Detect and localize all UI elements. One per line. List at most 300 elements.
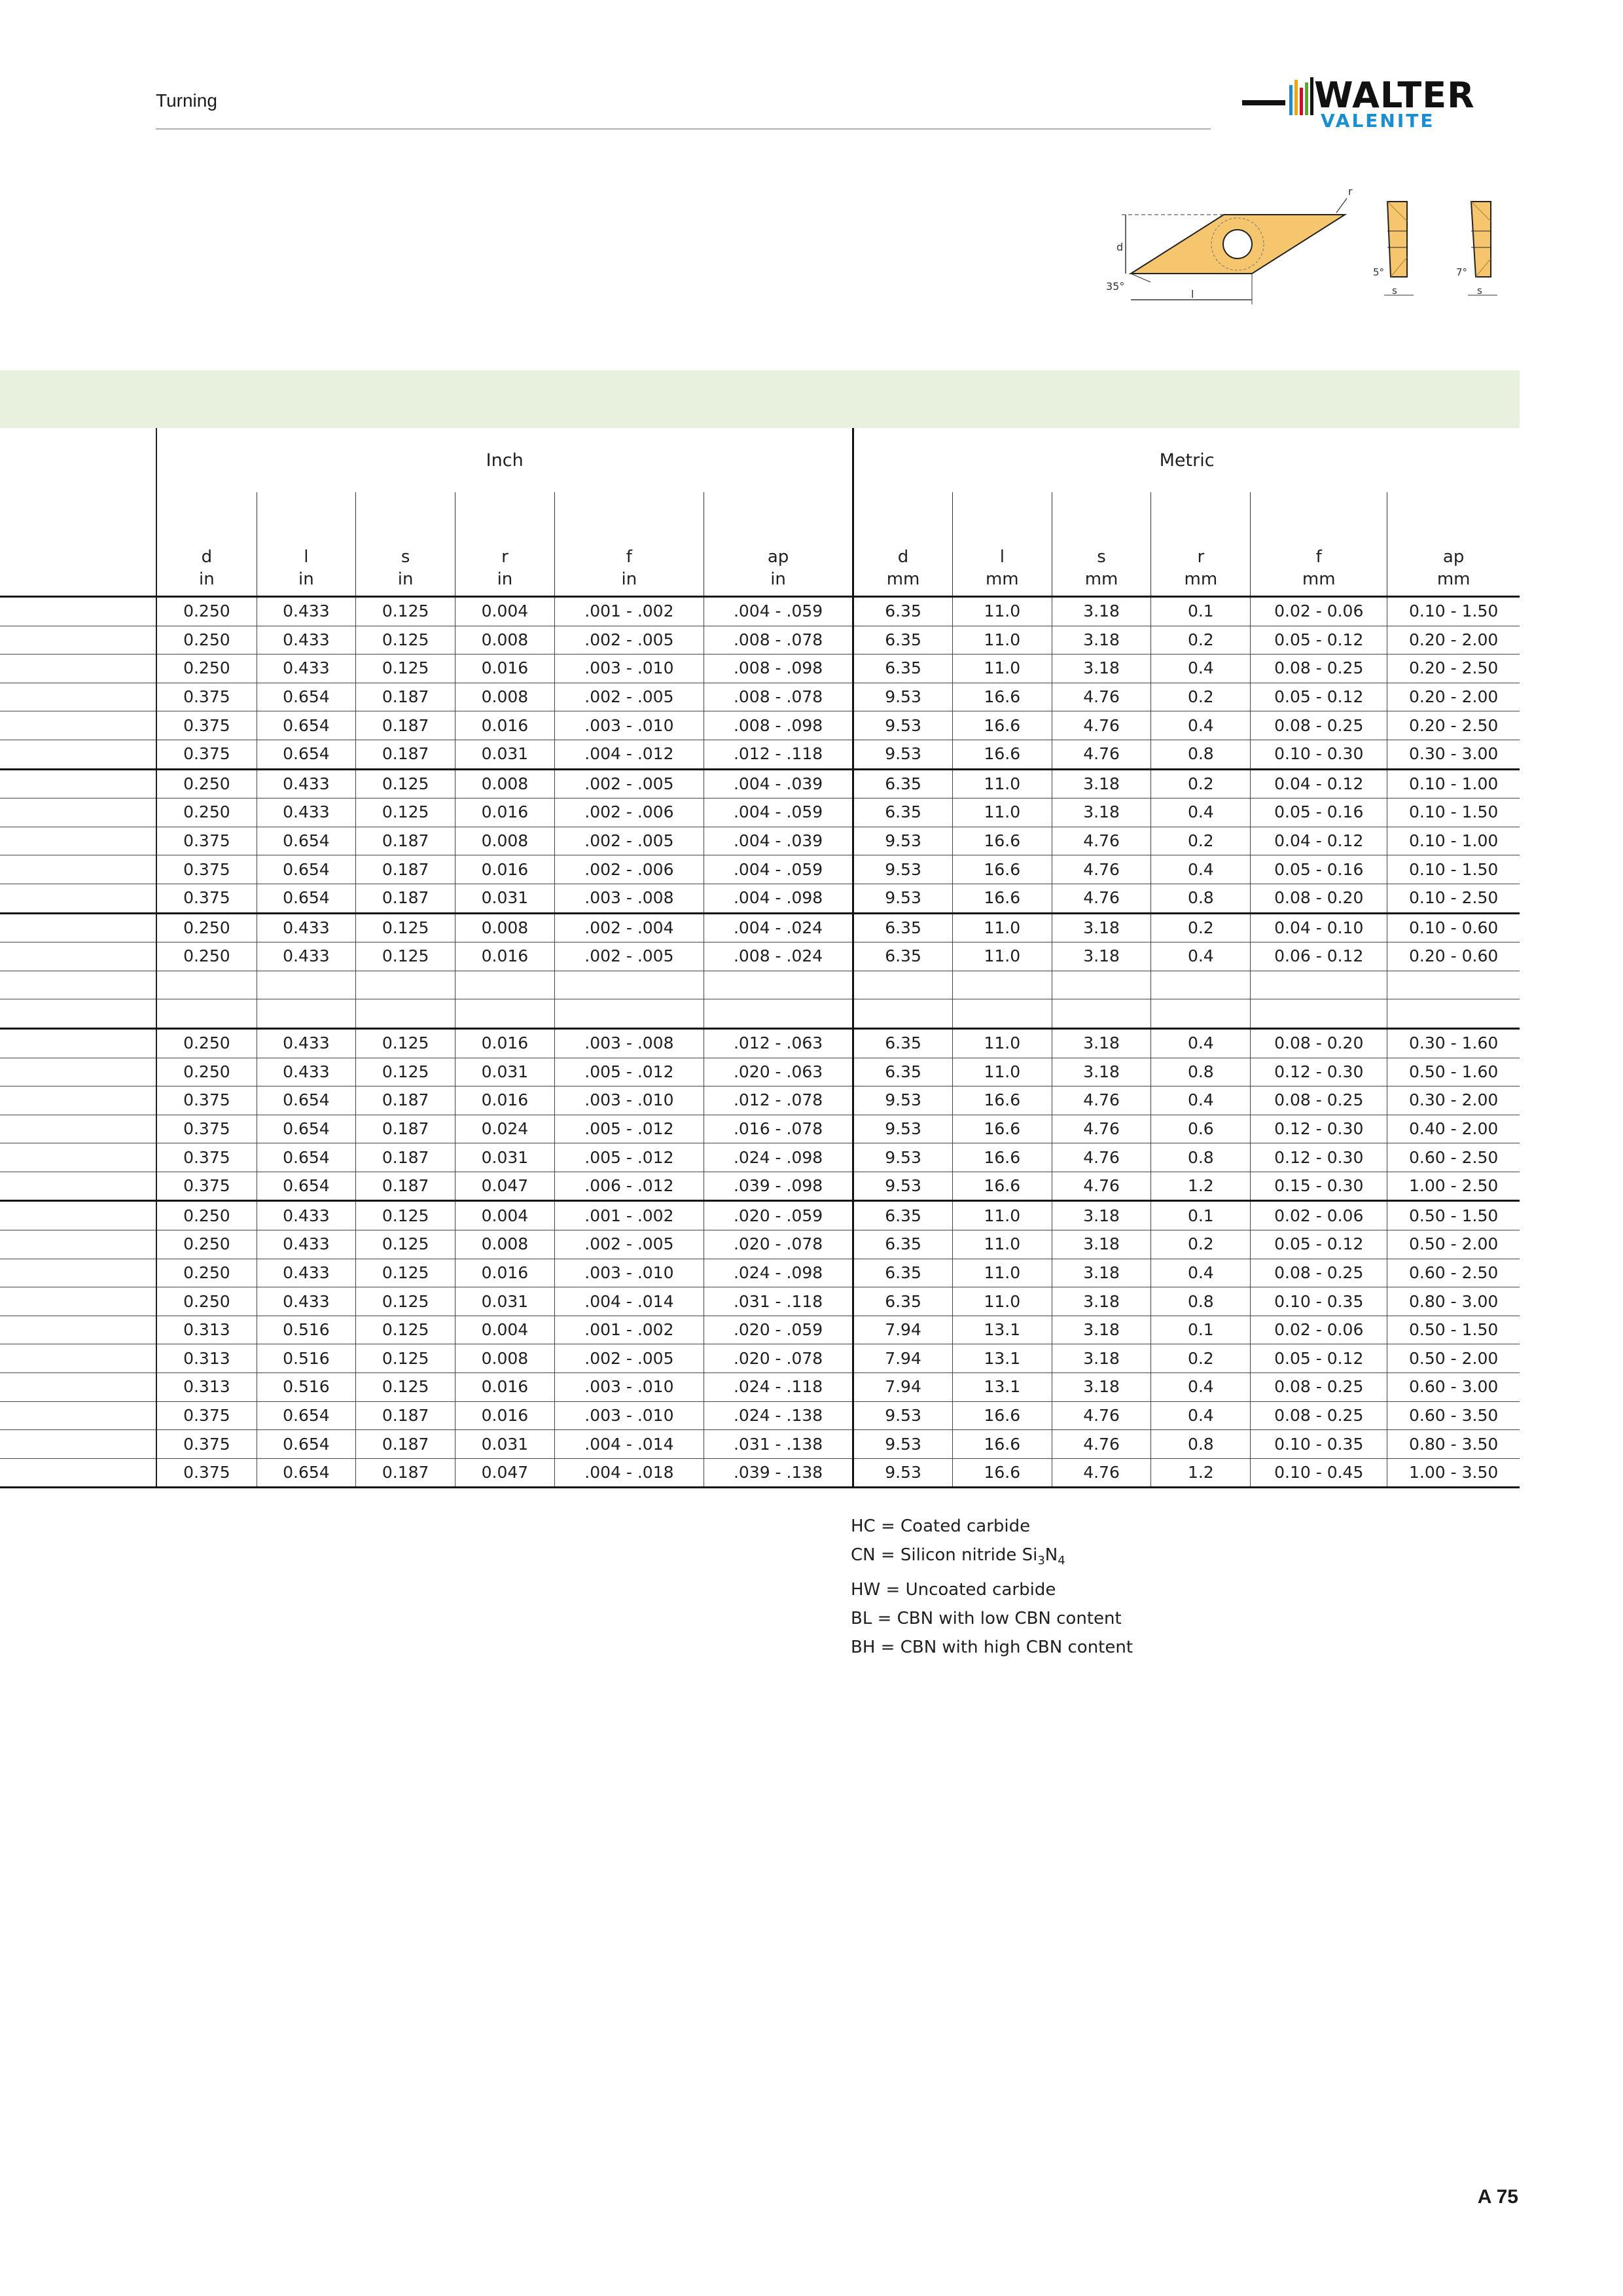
column-unit: mm [1084,569,1118,589]
table-cell: 1.2 [1151,1458,1251,1488]
svg-text:s: s [1392,285,1397,296]
table-cell [1151,971,1251,999]
table-cell: 0.05 - 0.16 [1251,798,1387,827]
svg-text:7°: 7° [1456,266,1468,278]
table-cell: 6.35 [853,1201,953,1230]
group-header-metric: Metric [853,428,1520,492]
table-cell: 0.031 [455,740,555,769]
row-lead-cell [0,1259,156,1287]
column-unit: in [397,569,414,589]
table-cell: 0.80 - 3.50 [1387,1430,1520,1459]
table-cell: 0.187 [356,1172,455,1201]
table-cell: 0.375 [156,1086,257,1115]
table-cell: .001 - .002 [554,1316,704,1344]
table-cell: .024 - .118 [704,1373,853,1402]
table-cell: 0.433 [257,942,356,971]
table-cell: 0.187 [356,1115,455,1143]
table-cell: 4.76 [1052,740,1151,769]
table-cell: 0.654 [257,711,356,740]
row-lead-cell [0,855,156,884]
table-cell: 0.8 [1151,884,1251,913]
table-cell: 1.00 - 2.50 [1387,1172,1520,1201]
table-cell [853,999,953,1029]
table-cell: 0.016 [455,942,555,971]
table-cell: 7.94 [853,1316,953,1344]
table-cell: 16.6 [952,1115,1052,1143]
table-cell: 0.031 [455,884,555,913]
table-cell: 9.53 [853,1143,953,1172]
legend-hw: HW = Uncoated carbide [851,1580,1056,1600]
column-unit: in [497,569,513,589]
table-cell: .002 - .005 [554,683,704,711]
table-cell: 0.125 [356,913,455,942]
table-cell: 0.50 - 1.60 [1387,1058,1520,1086]
table-cell: 0.008 [455,626,555,655]
row-lead-cell [0,711,156,740]
table-row [0,683,1520,711]
table-cell: 0.654 [257,884,356,913]
table-row [0,1430,1520,1459]
table-cell: 11.0 [952,1028,1052,1058]
table-cell: 0.125 [356,1259,455,1287]
svg-text:s: s [1477,285,1482,296]
table-cell: 0.250 [156,1028,257,1058]
table-cell: 0.375 [156,1172,257,1201]
table-cell: .002 - .005 [554,1230,704,1259]
table-cell: 0.433 [257,1058,356,1086]
table-cell: 0.433 [257,597,356,626]
table-row [0,913,1520,942]
table-cell: 0.250 [156,769,257,798]
table-row [0,1287,1520,1316]
table-cell: 0.024 [455,1115,555,1143]
table-cell: 0.2 [1151,1344,1251,1373]
table-cell: 0.016 [455,711,555,740]
table-cell: 4.76 [1052,884,1151,913]
column-header-l-mm [952,492,1052,597]
table-cell: 3.18 [1052,1316,1151,1344]
legend-bh: BH = CBN with high CBN content [851,1638,1133,1658]
table-cell [1052,971,1151,999]
table-cell: 11.0 [952,597,1052,626]
table-cell: 0.08 - 0.20 [1251,1028,1387,1058]
table-cell: 0.375 [156,1430,257,1459]
table-cell: 0.047 [455,1172,555,1201]
table-cell: 0.125 [356,798,455,827]
table-cell: 11.0 [952,1201,1052,1230]
grade-legend [851,1512,1133,1662]
row-lead-cell [0,827,156,855]
column-header-l-in [257,492,356,597]
svg-text:l: l [1191,288,1194,300]
table-cell: 9.53 [853,711,953,740]
table-cell: 0.4 [1151,1028,1251,1058]
table-cell: 16.6 [952,740,1052,769]
table-cell: 0.10 - 1.00 [1387,827,1520,855]
table-cell: 0.125 [356,626,455,655]
table-cell: 0.15 - 0.30 [1251,1172,1387,1201]
column-unit: in [199,569,215,589]
table-cell: 0.375 [156,740,257,769]
table-cell: 0.4 [1151,942,1251,971]
table-cell: 0.516 [257,1373,356,1402]
table-cell: 0.40 - 2.00 [1387,1115,1520,1143]
table-cell: 6.35 [853,1028,953,1058]
table-cell: .004 - .018 [554,1458,704,1488]
table-cell: .012 - .063 [704,1028,853,1058]
table-cell: 0.187 [356,827,455,855]
table-cell: 3.18 [1052,913,1151,942]
table-cell: 9.53 [853,1401,953,1430]
table-cell: 0.433 [257,1201,356,1230]
table-cell: 6.35 [853,798,953,827]
table-cell: 16.6 [952,1143,1052,1172]
table-cell: 0.20 - 2.50 [1387,655,1520,683]
table-row [0,971,1520,999]
column-unit: in [298,569,314,589]
row-lead-cell [0,913,156,942]
group-header-inch: Inch [156,428,853,492]
column-unit: mm [886,569,920,589]
column-header-f-in [554,492,704,597]
table-cell: 4.76 [1052,1430,1151,1459]
row-lead-cell [0,1201,156,1230]
table-cell: 0.250 [156,1058,257,1086]
table-row [0,884,1520,913]
logo-walter-text: WALTER [1314,75,1475,116]
table-cell: 0.05 - 0.12 [1251,1344,1387,1373]
table-cell: 0.05 - 0.12 [1251,683,1387,711]
table-cell: .003 - .010 [554,711,704,740]
table-cell: 0.125 [356,1058,455,1086]
table-cell: 0.12 - 0.30 [1251,1115,1387,1143]
table-cell: .003 - .010 [554,655,704,683]
column-header-d-in [156,492,257,597]
table-cell: 0.125 [356,769,455,798]
column-unit: in [621,569,637,589]
table-cell: 0.433 [257,1287,356,1316]
table-cell [156,999,257,1029]
table-cell: .005 - .012 [554,1143,704,1172]
table-cell: 0.313 [156,1373,257,1402]
table-cell: 11.0 [952,798,1052,827]
table-cell: 0.2 [1151,827,1251,855]
table-cell: 11.0 [952,1287,1052,1316]
table-cell: 0.10 - 1.00 [1387,769,1520,798]
column-unit: mm [985,569,1019,589]
column-name: r [501,547,508,567]
table-cell [455,999,555,1029]
table-cell: .002 - .005 [554,769,704,798]
table-cell: 0.10 - 0.30 [1251,740,1387,769]
table-cell: 9.53 [853,884,953,913]
table-cell: 0.016 [455,798,555,827]
table-cell: 0.008 [455,1230,555,1259]
table-row [0,1028,1520,1058]
table-cell: .004 - .059 [704,855,853,884]
section-title: Turning [156,90,217,111]
column-name: d [201,547,213,567]
table-cell: 0.187 [356,1086,455,1115]
table-cell: 0.4 [1151,1259,1251,1287]
logo-valenite-text: VALENITE [1321,110,1435,132]
table-cell: 7.94 [853,1344,953,1373]
svg-text:5°: 5° [1373,266,1385,278]
table-cell [1251,971,1387,999]
column-unit: in [770,569,786,589]
table-cell: 9.53 [853,855,953,884]
row-lead-cell [0,884,156,913]
table-cell: 0.016 [455,1028,555,1058]
table-cell: .002 - .006 [554,798,704,827]
table-cell: 0.20 - 0.60 [1387,942,1520,971]
table-cell: .002 - .005 [554,626,704,655]
table-cell: 0.04 - 0.12 [1251,827,1387,855]
table-cell: .002 - .005 [554,942,704,971]
table-cell: 0.516 [257,1344,356,1373]
table-cell: 0.4 [1151,855,1251,884]
table-cell: 0.50 - 1.50 [1387,1316,1520,1344]
table-cell: 0.016 [455,655,555,683]
table-cell: 3.18 [1052,655,1151,683]
column-unit: mm [1436,569,1471,589]
row-lead-cell [0,683,156,711]
table-cell: 11.0 [952,769,1052,798]
row-lead-cell [0,769,156,798]
row-lead-cell [0,655,156,683]
table-cell: 4.76 [1052,1086,1151,1115]
table-cell: .006 - .012 [554,1172,704,1201]
table-cell: 0.50 - 2.00 [1387,1230,1520,1259]
table-cell: 0.250 [156,1259,257,1287]
table-cell: .005 - .012 [554,1115,704,1143]
table-cell: 0.125 [356,1287,455,1316]
row-lead-cell [0,1287,156,1316]
table-cell: 0.031 [455,1430,555,1459]
table-cell: 11.0 [952,913,1052,942]
table-cell: 3.18 [1052,1259,1151,1287]
column-header-ap-in [704,492,853,597]
table-cell: 0.516 [257,1316,356,1344]
table-cell: 4.76 [1052,1458,1151,1488]
table-cell: 0.20 - 2.50 [1387,711,1520,740]
table-cell: 0.08 - 0.25 [1251,1259,1387,1287]
table-cell: .004 - .024 [704,913,853,942]
column-unit: mm [1184,569,1218,589]
table-cell: 0.375 [156,1143,257,1172]
row-lead-cell [0,740,156,769]
table-cell: 0.187 [356,1143,455,1172]
table-cell: 4.76 [1052,855,1151,884]
table-cell: 0.654 [257,1401,356,1430]
table-row [0,1259,1520,1287]
row-lead-cell [0,1401,156,1430]
table-row [0,740,1520,769]
table-cell: 0.04 - 0.10 [1251,913,1387,942]
table-cell: 11.0 [952,1058,1052,1086]
table-cell: 0.016 [455,1401,555,1430]
table-cell: 3.18 [1052,597,1151,626]
table-cell: 0.6 [1151,1115,1251,1143]
column-header-s-mm [1052,492,1151,597]
table-cell: 0.187 [356,1401,455,1430]
table-cell: 0.20 - 2.00 [1387,683,1520,711]
table-cell: 9.53 [853,1430,953,1459]
table-cell: 0.187 [356,1458,455,1488]
table-row [0,1058,1520,1086]
table-cell: 4.76 [1052,683,1151,711]
table-cell: 0.008 [455,827,555,855]
table-cell: 0.10 - 0.35 [1251,1430,1387,1459]
row-lead-cell [0,1143,156,1172]
table-cell: 6.35 [853,655,953,683]
table-cell: 4.76 [1052,1115,1151,1143]
table-cell: .004 - .039 [704,769,853,798]
legend-bl: BL = CBN with low CBN content [851,1609,1122,1629]
table-cell: .008 - .078 [704,626,853,655]
table-row [0,855,1520,884]
table-cell: 0.8 [1151,1058,1251,1086]
table-cell: 0.8 [1151,740,1251,769]
table-cell: 0.187 [356,1430,455,1459]
table-cell: 3.18 [1052,1201,1151,1230]
table-cell: 0.187 [356,740,455,769]
table-cell: 13.1 [952,1373,1052,1402]
table-cell: .005 - .012 [554,1058,704,1086]
table-cell: 16.6 [952,855,1052,884]
table-cell: .008 - .024 [704,942,853,971]
table-cell: 0.433 [257,798,356,827]
table-cell: 0.60 - 2.50 [1387,1259,1520,1287]
table-cell: 0.654 [257,1143,356,1172]
row-lead-cell [0,597,156,626]
table-cell: .002 - .005 [554,827,704,855]
table-cell: 0.250 [156,1230,257,1259]
table-cell: 0.10 - 1.50 [1387,855,1520,884]
legend-cn: CN = Silicon nitride $Si_3N_4$ [851,1545,1065,1568]
row-lead-cell [0,798,156,827]
table-cell: 0.250 [156,913,257,942]
table-cell: 0.004 [455,1201,555,1230]
table-row [0,1316,1520,1344]
table-row [0,798,1520,827]
table-cell: 0.80 - 3.00 [1387,1287,1520,1316]
table-cell [257,971,356,999]
row-lead-cell [0,1115,156,1143]
table-cell: .004 - .012 [554,740,704,769]
table-cell: .003 - .010 [554,1401,704,1430]
column-header-s-in [356,492,455,597]
table-cell: 0.250 [156,655,257,683]
column-name: s [1097,547,1106,567]
column-header-r-mm [1151,492,1251,597]
table-cell: 6.35 [853,913,953,942]
table-cell: 0.4 [1151,1086,1251,1115]
table-cell: 0.375 [156,827,257,855]
table-cell: 0.08 - 0.25 [1251,655,1387,683]
table-cell [1387,999,1520,1029]
table-cell: 0.004 [455,1316,555,1344]
table-row [0,1344,1520,1373]
table-cell: 6.35 [853,626,953,655]
table-row [0,769,1520,798]
table-cell: 0.047 [455,1458,555,1488]
row-lead-cell [0,1344,156,1373]
table-row [0,597,1520,626]
table-cell: 0.008 [455,913,555,942]
table-cell: 0.4 [1151,1401,1251,1430]
table-cell: 0.125 [356,1201,455,1230]
table-cell: 16.6 [952,711,1052,740]
table-cell: 0.375 [156,1115,257,1143]
column-name: ap [767,547,789,567]
row-lead-cell [0,1230,156,1259]
table-cell: 0.313 [156,1316,257,1344]
table-cell: 0.10 - 0.45 [1251,1458,1387,1488]
svg-text:35°: 35° [1106,280,1125,293]
table-cell: 3.18 [1052,626,1151,655]
table-cell: 3.18 [1052,1287,1151,1316]
row-lead-cell [0,971,156,999]
table-cell: 0.016 [455,1373,555,1402]
table-cell: .012 - .078 [704,1086,853,1115]
table-cell: 7.94 [853,1373,953,1402]
table-cell: 9.53 [853,1115,953,1143]
table-cell: .020 - .078 [704,1344,853,1373]
row-lead-cell [0,1316,156,1344]
table-row [0,1373,1520,1402]
table-cell: 0.313 [156,1344,257,1373]
table-cell: 0.187 [356,855,455,884]
table-cell: 9.53 [853,1172,953,1201]
table-cell: 0.125 [356,1230,455,1259]
table-cell: 0.004 [455,597,555,626]
row-lead-cell [0,1028,156,1058]
table-cell: 0.031 [455,1058,555,1086]
table-cell: .002 - .005 [554,1344,704,1373]
svg-text:d: d [1116,241,1124,253]
table-cell: 16.6 [952,1172,1052,1201]
table-cell: 0.250 [156,942,257,971]
table-cell: 9.53 [853,1086,953,1115]
table-cell: 0.30 - 2.00 [1387,1086,1520,1115]
table-cell: 3.18 [1052,1230,1151,1259]
table-cell: 0.654 [257,855,356,884]
table-cell: .020 - .078 [704,1230,853,1259]
table-cell: 0.375 [156,683,257,711]
table-cell: 0.125 [356,1344,455,1373]
table-cell: 0.125 [356,942,455,971]
table-cell: 3.18 [1052,1028,1151,1058]
table-cell: 16.6 [952,827,1052,855]
table-cell: 0.60 - 3.00 [1387,1373,1520,1402]
table-cell: 0.02 - 0.06 [1251,1201,1387,1230]
table-cell [156,971,257,999]
table-cell: .004 - .059 [704,597,853,626]
table-cell: 16.6 [952,1458,1052,1488]
column-name: l [999,547,1005,567]
table-row [0,999,1520,1029]
table-cell: 0.654 [257,1172,356,1201]
table-cell: 9.53 [853,740,953,769]
page-number: A 75 [1477,2186,1518,2208]
table-row [0,655,1520,683]
table-cell: 0.375 [156,884,257,913]
table-cell: .004 - .014 [554,1430,704,1459]
table-cell: 0.12 - 0.30 [1251,1058,1387,1086]
table-cell [853,971,953,999]
table-cell [356,999,455,1029]
